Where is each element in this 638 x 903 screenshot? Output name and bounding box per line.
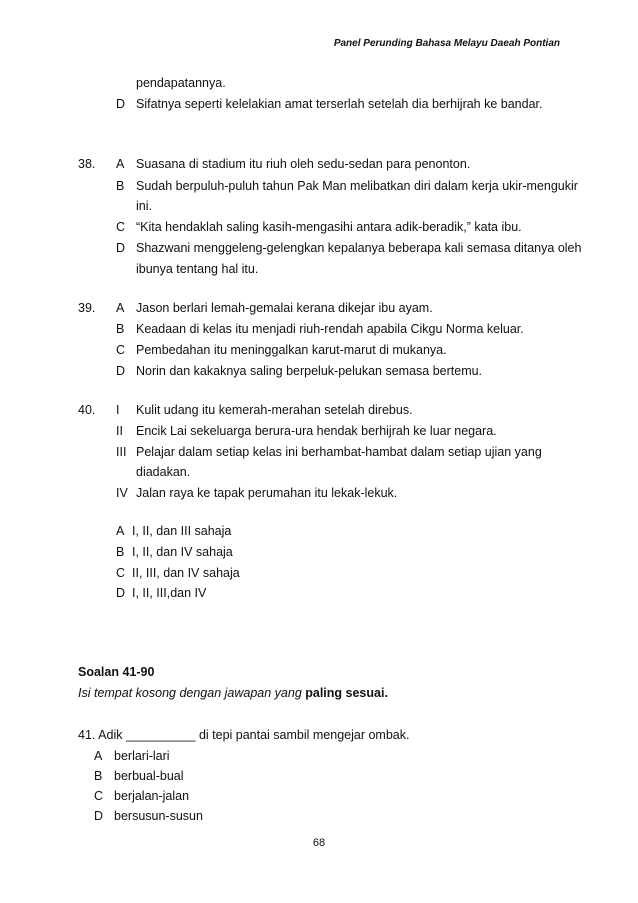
q37-option-c-continued: pendapatannya. (136, 76, 226, 90)
q40-number: 40. (78, 403, 96, 417)
q41-option-c-letter: C (94, 789, 104, 803)
q38-option-d-letter: D (116, 241, 126, 255)
q40-statement-ii-text: Encik Lai sekeluarga berura-ura hendak berhijrah ke luar negara. (136, 424, 497, 438)
q39-option-b-letter: B (116, 322, 125, 336)
section-instruction-text: Isi tempat kosong dengan jawapan yang (78, 686, 306, 700)
q41-option-d-letter: D (94, 809, 104, 823)
q40-statement-iii-numeral: III (116, 445, 127, 459)
q40-option-a-letter: A (116, 524, 125, 538)
q40-statement-i-numeral: I (116, 403, 120, 417)
q39-option-a-letter: A (116, 301, 125, 315)
q40-option-c-letter: C (116, 566, 126, 580)
q38-option-c-text: “Kita hendaklah saling kasih-mengasihi antara adik-beradik,” kata ibu. (136, 220, 522, 234)
q38-option-b-letter: B (116, 179, 125, 193)
q40-statement-iii-text: Pelajar dalam setiap kelas ini berhambat-hambat dalam setiap ujian yang (136, 445, 542, 459)
q38-number: 38. (78, 157, 96, 171)
q38-option-a-text: Suasana di stadium itu riuh oleh sedu-sedan para penonton. (136, 157, 471, 171)
q38-option-b-text-continued: ini. (136, 199, 152, 213)
q41-option-d-text: bersusun-susun (114, 809, 203, 823)
section-instruction (78, 685, 388, 701)
q40-option-d-text: I, II, III,dan IV (132, 586, 207, 600)
q40-statement-i-text: Kulit udang itu kemerah-merahan setelah direbus. (136, 403, 413, 417)
q37-option-d-letter: D (116, 97, 126, 111)
q39-option-c-text: Pembedahan itu meninggalkan karut-marut di mukanya. (136, 343, 447, 357)
q40-option-a-text: I, II, dan III sahaja (132, 524, 232, 538)
q40-statement-iv-numeral: IV (116, 486, 128, 500)
q37-option-d-text: Sifatnya seperti kelelakian amat terserlah setelah dia berhijrah ke bandar. (136, 97, 543, 111)
q40-option-b-letter: B (116, 545, 125, 559)
q41-option-a-text: berlari-lari (114, 749, 170, 763)
q40-statement-iii-text-continued: diadakan. (136, 465, 191, 479)
q38-option-d-text-continued: ibunya tentang hal itu. (136, 262, 259, 276)
q38-option-a-letter: A (116, 157, 125, 171)
page-number: 68 (312, 837, 326, 849)
section-instruction-emphasis: paling sesuai. (305, 686, 388, 700)
q39-option-b-text: Keadaan di kelas itu menjadi riuh-rendah apabila Cikgu Norma keluar. (136, 322, 524, 336)
q41-option-a-letter: A (94, 749, 103, 763)
q38-option-c-letter: C (116, 220, 126, 234)
section-title: Soalan 41-90 (78, 665, 155, 679)
q38-option-b-text: Sudah berpuluh-puluh tahun Pak Man melibatkan diri dalam kerja ukir-mengukir (136, 179, 578, 193)
q40-option-c-text: II, III, dan IV sahaja (132, 566, 240, 580)
q40-statement-ii-numeral: II (116, 424, 123, 438)
q41-option-b-letter: B (94, 769, 103, 783)
q41-option-b-text: berbual-bual (114, 769, 184, 783)
page-header: Panel Perunding Bahasa Melayu Daeah Pontian (333, 38, 560, 49)
q41-stem: 41. Adik __________ di tepi pantai sambil mengejar ombak. (78, 728, 410, 742)
q40-statement-iv-text: Jalan raya ke tapak perumahan itu lekak-lekuk. (136, 486, 398, 500)
q39-number: 39. (78, 301, 96, 315)
q41-option-c-text: berjalan-jalan (114, 789, 190, 803)
q39-option-c-letter: C (116, 343, 126, 357)
q40-option-d-letter: D (116, 586, 126, 600)
q38-option-d-text: Shazwani menggeleng-gelengkan kepalanya beberapa kali semasa ditanya oleh (136, 241, 582, 255)
q40-option-b-text: I, II, dan IV sahaja (132, 545, 233, 559)
q39-option-d-text: Norin dan kakaknya saling berpeluk-pelukan semasa bertemu. (136, 364, 483, 378)
q39-option-a-text: Jason berlari lemah-gemalai kerana dikejar ibu ayam. (136, 301, 433, 315)
q39-option-d-letter: D (116, 364, 126, 378)
